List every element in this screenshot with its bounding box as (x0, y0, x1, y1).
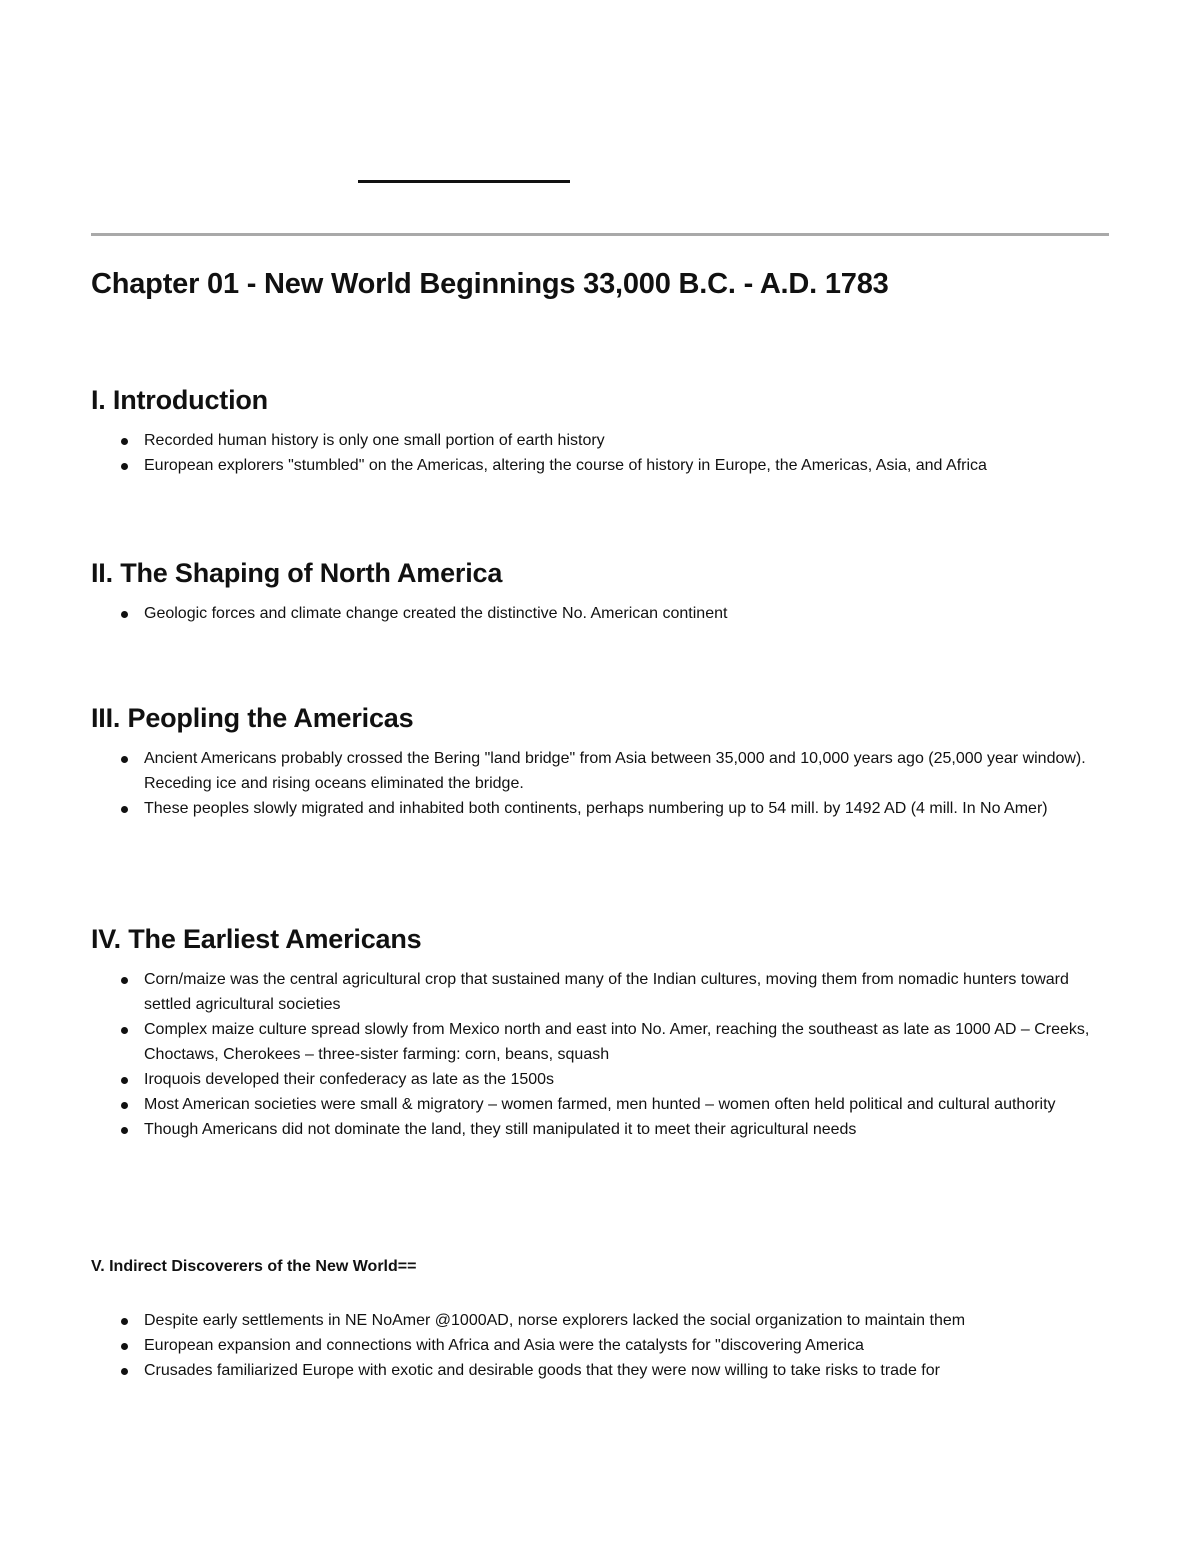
section-earliest-americans (91, 919, 1111, 1142)
section-heading: IV. The Earliest Americans (91, 924, 422, 954)
section-shaping-north-america (91, 553, 1111, 626)
list-item: Corn/maize was the central agricultural crop that sustained many of the Indian cultures, moving them from nomadic hunters toward settled agricultural societies (91, 967, 1111, 1017)
list-item: European expansion and connections with Africa and Asia were the catalysts for "discovering America (91, 1333, 1111, 1358)
section-heading: V. Indirect Discoverers of the New World== (91, 1258, 417, 1275)
list-item: These peoples slowly migrated and inhabited both continents, perhaps numbering up to 54 mill. by 1492 AD (4 mill. In No Amer) (91, 796, 1111, 821)
bullet-list (91, 967, 1111, 1142)
bullet-list (91, 1308, 1111, 1383)
list-item: Complex maize culture spread slowly from Mexico north and east into No. Amer, reaching the southeast as late as 1000 AD – Creeks, Choctaws, Cherokees – three-sister farming: corn, beans, squash (91, 1017, 1111, 1067)
header-underline-mark (358, 180, 570, 183)
list-item: Despite early settlements in NE NoAmer @1000AD, norse explorers lacked the social organization to maintain them (91, 1308, 1111, 1333)
list-item: Iroquois developed their confederacy as late as the 1500s (91, 1067, 1111, 1092)
section-heading: I. Introduction (91, 385, 268, 415)
list-item: Geologic forces and climate change created the distinctive No. American continent (91, 601, 1111, 626)
section-heading: II. The Shaping of North America (91, 558, 503, 588)
section-heading: III. Peopling the Americas (91, 703, 414, 733)
section-peopling-americas (91, 698, 1111, 821)
list-item: European explorers "stumbled" on the Americas, altering the course of history in Europe, the Americas, Asia, and Africa (91, 453, 1111, 478)
bullet-list (91, 601, 1111, 626)
document-title: Chapter 01 - New World Beginnings 33,000 B.C. - A.D. 1783 (91, 268, 889, 300)
list-item: Though Americans did not dominate the land, they still manipulated it to meet their agricultural needs (91, 1117, 1111, 1142)
section-indirect-discoverers (91, 1255, 1111, 1383)
list-item: Ancient Americans probably crossed the Bering "land bridge" from Asia between 35,000 and 10,000 years ago (25,000 year window). Receding ice and rising oceans eliminated the bridge. (91, 746, 1111, 796)
list-item: Crusades familiarized Europe with exotic and desirable goods that they were now willing to take risks to trade for (91, 1358, 1111, 1383)
bullet-list (91, 746, 1111, 821)
list-item: Most American societies were small & migratory – women farmed, men hunted – women often held political and cultural authority (91, 1092, 1111, 1117)
section-introduction (91, 380, 1111, 478)
horizontal-rule (91, 233, 1109, 236)
bullet-list (91, 428, 1111, 478)
list-item: Recorded human history is only one small portion of earth history (91, 428, 1111, 453)
